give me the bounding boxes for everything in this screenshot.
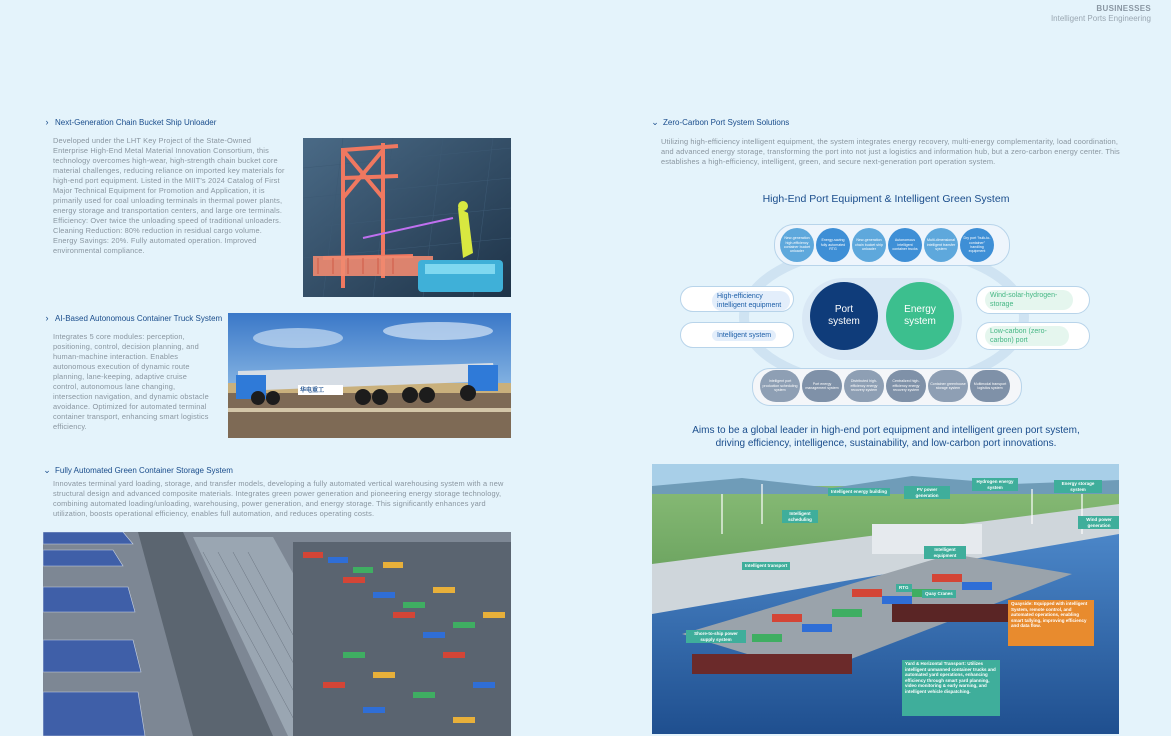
chevron-down-icon: ⌄: [651, 117, 659, 127]
top-item: New-generation chain bucket ship unloader: [852, 228, 886, 262]
green-system-diagram: [674, 222, 1094, 408]
chevron-right-icon: ›: [45, 313, 49, 323]
left-label-1: High-efficiency intelligent equipment: [712, 291, 790, 311]
callout: Yard & Horizontal Transport: Utilizes intelligent unmanned container trucks and automated yard operations, enhancing efficiency through smart yard planning, video monitoring & early warning, and intelligent vehicle dispatching.: [902, 660, 1000, 716]
ship-unloader-image: [303, 138, 511, 297]
top-item: Autonomous intelligent container trucks: [888, 228, 922, 262]
header-category: BUSINESSES: [1096, 4, 1151, 13]
top-item: Multi-dimensional intelligent transfer system: [924, 228, 958, 262]
callout: Intelligent transport: [742, 562, 790, 570]
section-title-label: Next-Generation Chain Bucket Ship Unloader: [55, 117, 217, 127]
page-header: [1051, 4, 1151, 24]
callout: Intelligent equipment: [924, 546, 966, 559]
green-port-illustration: [652, 464, 1119, 734]
bottom-item: Centralized high-efficiency energy recovery system: [886, 370, 926, 402]
section-title-ship-unloader[interactable]: [43, 117, 216, 127]
tagline-line-1: Aims to be a global leader in high-end port equipment and intelligent green port system,: [692, 425, 1080, 436]
truck-logo: 华电重工: [300, 388, 325, 394]
diagram-title: High-End Port Equipment & Intelligent Green System: [762, 193, 1010, 205]
bottom-item: Distributed high-efficiency energy recovery system: [844, 370, 884, 402]
section-title-label: Fully Automated Green Container Storage System: [55, 466, 233, 475]
callout: Shore-to-ship power supply system: [686, 630, 746, 643]
section-title-label: Zero-Carbon Port System Solutions: [663, 118, 790, 127]
right-label-1: Wind-solar-hydrogen-storage: [985, 290, 1073, 310]
top-item: Dry port "bulk-to-container" handling equipment: [960, 228, 994, 262]
bottom-item: Port energy management system: [802, 370, 842, 402]
section-body: Utilizing high-efficiency intelligent equipment, the system integrates energy recovery, multi-energy complementarity, load coordination, and advanced energy storage, transforming the port into not just a logistics and information hub, but a zero-carbon energy center. This establishes a high-efficiency, intelligent, green, and secure next-generation port operation system.: [661, 137, 1120, 166]
section-title-label: AI-Based Autonomous Container Truck System: [55, 313, 223, 323]
port-system-circle: [810, 282, 878, 350]
energy-system-circle: [886, 282, 954, 350]
container-storage-image: [43, 532, 511, 736]
callout: Quay Cranes: [922, 590, 956, 598]
callout: Wind power generation: [1078, 516, 1119, 529]
section-title-container-storage[interactable]: [43, 465, 233, 476]
autonomous-truck-image: [228, 313, 511, 438]
tagline-line-2: driving efficiency, intelligence, sustainability, and low-carbon port innovations.: [715, 438, 1057, 449]
right-label-2: Low-carbon (zero-carbon) port: [985, 326, 1069, 346]
top-item: Energy-saving fully automated RTG: [816, 228, 850, 262]
chevron-right-icon: ›: [45, 117, 49, 127]
section-body: Innovates terminal yard loading, storage, and transfer models, developing a fully automated vertical warehousing system with a new structural design and advanced composite materials. Integrates green power generation and pioneering energy storage technology, combining automated loading/unloading, warehousing, power generation, and energy storage. This significantly enhances yard utilization, boosts operational efficiency, enables full automation, and reduces operating costs.: [53, 479, 504, 518]
callout: Hydrogen energy system: [972, 478, 1018, 491]
callout: PV power generation: [904, 486, 950, 499]
callout: Quayside: Equipped with intelligent System, remote control, and automated operations, enabling smart tallying, improving efficiency and data flow.: [1008, 600, 1094, 646]
callout: RTG: [896, 584, 912, 592]
port-system-label: Port system: [828, 304, 860, 327]
top-item: New-generation high-efficiency container bucket unloader: [780, 228, 814, 262]
bottom-item: Container greenhouse storage system: [928, 370, 968, 402]
callout: Energy storage system: [1054, 480, 1102, 493]
section-body: Developed under the LHT Key Project of the State-Owned Enterprise High-End Metal Material Innovation Consortium, this technology overcomes high-wear, high-strength chain bucket core material challenges, reducing reliance on imported key materials for high-end port equipment. Listed in the MIIT's 2024 Catalog of First Major Technical Equipment for Promotion and Application, it is primarily used for coal unloading terminals in thermal power plants, energy storage and transportation centers, and large ore terminals. Efficiency: Over twice the unloading speed of traditional unloaders. Cleaning Reduction: 80% reduction in residual cargo volume. Energy Savings: 20%. Fully automated operation. Improved environmental compliance.: [53, 136, 285, 255]
tagline: [651, 424, 1121, 450]
header-subcategory: Intelligent Ports Engineering: [1050, 14, 1151, 23]
callout: Intelligent scheduling: [782, 510, 818, 523]
energy-system-label: Energy system: [904, 304, 936, 327]
bottom-item: Multimodal transport logistics system: [970, 370, 1010, 402]
section-title-autonomous-truck[interactable]: [43, 313, 222, 323]
section-body: Integrates 5 core modules: perception, positioning, control, decision planning, and human-machine interaction. Enables autonomous execution of dynamic route planning, lane-keeping, adaptive cruise control, autonomous lane changing, intersection navigation, and dynamic obstacle avoidance. Optimized for automated terminal container transport, enhancing smart logistics efficiency.: [53, 332, 209, 431]
callout: Intelligent energy building: [828, 488, 890, 496]
chevron-down-icon: ⌄: [43, 465, 51, 475]
left-label-2: Intelligent system: [712, 330, 776, 341]
section-title-zero-carbon[interactable]: [651, 117, 789, 128]
bottom-item: Intelligent port production scheduling system: [760, 370, 800, 402]
